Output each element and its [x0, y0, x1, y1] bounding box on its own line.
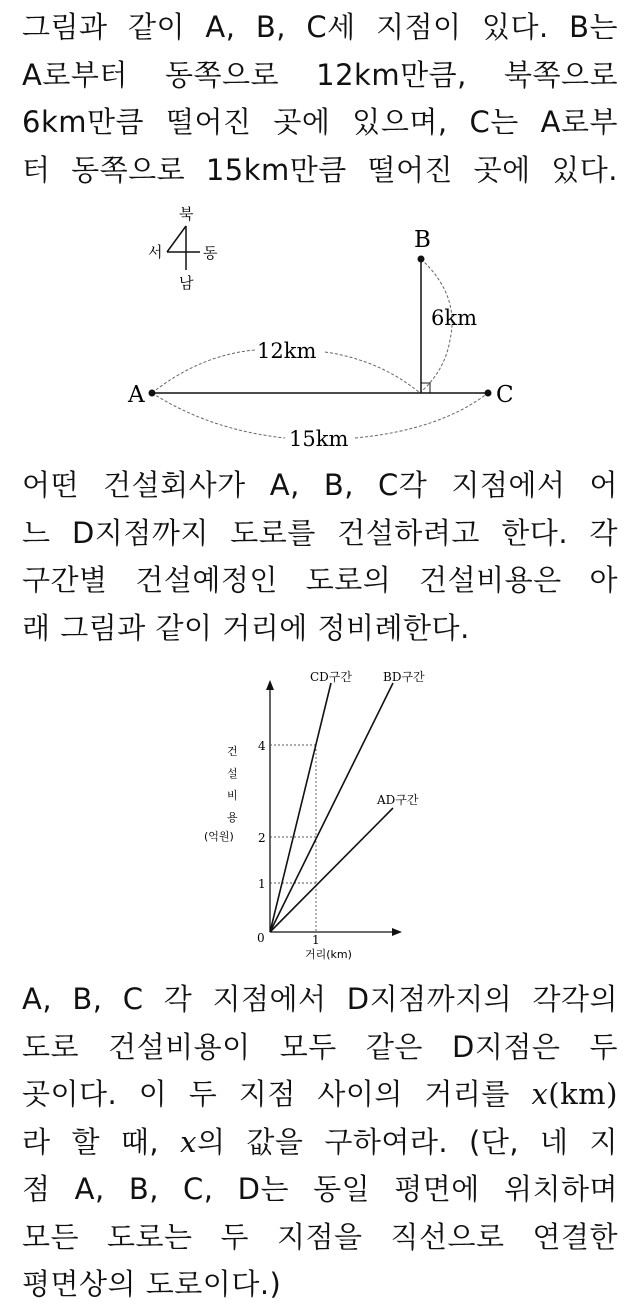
text-line: A로부터 동쪽으로 12km만큼, 북쪽으로 — [22, 57, 618, 92]
point-a-label: A — [128, 382, 145, 408]
x-axis-label: 거리(km) — [305, 948, 352, 961]
compass-north: 북 — [179, 205, 194, 223]
x-axis-arrow-icon — [392, 928, 402, 936]
y-label-char: 설 — [227, 767, 238, 780]
x-tick-1: 1 — [312, 933, 320, 947]
compass-west: 서 — [148, 243, 163, 261]
text-line: 구간별 건설예정인 도로의 건설비용은 아 — [22, 563, 618, 597]
label-15km: 15km — [289, 427, 349, 451]
point-b-label: B — [414, 227, 431, 253]
series-ad-line — [270, 808, 393, 932]
point-c-label: C — [496, 382, 514, 408]
y-label-char: 건 — [227, 745, 238, 758]
variable-x: x — [531, 1077, 549, 1111]
cost-chart — [200, 665, 450, 970]
text-line: 점 A, B, C, D는 동일 평면에 위치하며 — [22, 1172, 618, 1206]
text-line: 모든 도로는 두 지점을 직선으로 연결한 — [22, 1219, 618, 1254]
series-cd-label: CD구간 — [310, 670, 352, 684]
text-line: 래 그림과 같이 거리에 정비례한다. — [22, 610, 470, 645]
label-6km: 6km — [431, 306, 477, 330]
y-label-char: 용 — [227, 811, 238, 824]
text-segment: 의 값을 구하여라. (단, 네 지 — [196, 1124, 619, 1159]
text-line — [22, 1119, 618, 1167]
map-diagram — [0, 190, 640, 460]
y-tick-4: 4 — [258, 739, 266, 753]
series-bd-line — [270, 683, 393, 932]
y-label-char: 비 — [227, 789, 238, 802]
y-label-unit: (억원) — [204, 830, 234, 843]
point-a-dot — [149, 390, 156, 397]
compass-icon — [167, 226, 200, 270]
point-c-dot — [485, 390, 492, 397]
compass-south: 남 — [179, 274, 194, 292]
point-b-dot — [418, 256, 425, 263]
label-12km: 12km — [257, 339, 317, 363]
text-line: 평면상의 도로이다.) — [22, 1267, 282, 1301]
text-segment: 곳이다. 이 두 지점 사이의 거리를 — [22, 1077, 532, 1111]
variable-x: x — [180, 1124, 197, 1159]
paragraph-2 — [22, 462, 618, 652]
origin-label: 0 — [257, 931, 265, 945]
series-bd-label: BD구간 — [383, 670, 425, 684]
text-segment: 라 할 때, — [22, 1124, 181, 1159]
unit-km: (km) — [548, 1077, 618, 1111]
text-line — [22, 1071, 618, 1119]
series-ad-label: AD구간 — [377, 793, 419, 807]
y-axis-arrow-icon — [266, 680, 274, 690]
text-line: 도로 건설비용이 모두 같은 D지점은 두 — [22, 1029, 618, 1064]
text-line: 느 D지점까지 도로를 건설하려고 한다. 각 — [22, 515, 618, 550]
series-cd-line — [270, 683, 331, 932]
text-line: 터 동쪽으로 15km만큼 떨어진 곳에 있다. — [22, 152, 618, 187]
compass-east: 동 — [203, 244, 218, 262]
text-line: 그림과 같이 A, B, C세 지점이 있다. B는 — [22, 10, 618, 44]
text-line: 6km만큼 떨어진 곳에 있으며, C는 A로부 — [22, 105, 618, 139]
paragraph-1 — [22, 4, 618, 194]
text-line: 어떤 건설회사가 A, B, C각 지점에서 어 — [22, 468, 618, 502]
y-tick-2: 2 — [258, 831, 266, 845]
text-line: A, B, C 각 지점에서 D지점까지의 각각의 — [22, 982, 618, 1016]
paragraph-3 — [22, 976, 618, 1309]
y-tick-1: 1 — [258, 877, 266, 891]
